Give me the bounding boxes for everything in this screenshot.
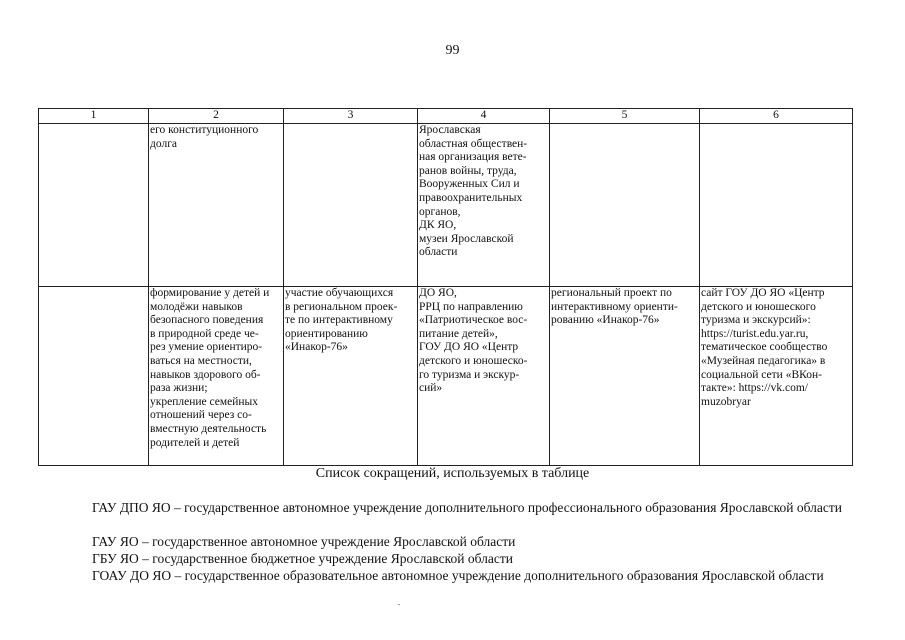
- column-header: 3: [284, 109, 418, 124]
- abbreviation-item: ГОАУ ДО ЯО – государственное образовательное автономное учреждение дополнительного образования Ярославской области: [92, 568, 824, 583]
- table-cell: [284, 124, 418, 287]
- table-cell: участие обучающихся в региональном проек- те по интерактивному ориентированию «Инакор-76»: [284, 287, 418, 466]
- column-header: 1: [39, 109, 149, 124]
- column-header: 6: [700, 109, 853, 124]
- data-table: [38, 108, 853, 466]
- table-cell: [39, 287, 149, 466]
- column-header: 2: [149, 109, 284, 124]
- table-cell: региональный проект по интерактивному ориенти- рованию «Инакор-76»: [550, 287, 700, 466]
- table-row: [39, 287, 853, 466]
- table-cell: Ярославская областная обществен- ная организация вете- ранов войны, труда, Вооруженных Сил и правоохранительных органов, ДК ЯО, музеи Ярославской области: [418, 124, 550, 287]
- table-cell: ДО ЯО, РРЦ по направлению «Патриотическое вос- питание детей», ГОУ ДО ЯО «Центр детского и юношеско- го туризма и экскур- сий»: [418, 287, 550, 466]
- scan-speck: [398, 604, 400, 605]
- table-cell: [550, 124, 700, 287]
- table-cell: формирование у детей и молодёжи навыков безопасного поведения в природной среде че- рез умение ориентиро- ваться на местности, навыков здорового об- раза жизни; укрепление семейных отношений через со- вместную деятельность родителей и детей: [149, 287, 284, 466]
- table-cell: его конституционного долга: [149, 124, 284, 287]
- table-cell: [700, 124, 853, 287]
- table-cell: сайт ГОУ ДО ЯО «Центр детского и юношеского туризма и экскурсий»: https://turist.edu.yar.ru, тематическое сообщество «Музейная педагогика» в социальной сети «ВКон- такте»: https://vk.com/ muzobryar: [700, 287, 853, 466]
- abbreviation-item: ГАУ ЯО – государственное автономное учреждение Ярославской области: [92, 534, 516, 549]
- abbreviation-item: ГАУ ДПО ЯО – государственное автономное учреждение дополнительного профессионального образования Ярославской области: [92, 500, 843, 515]
- table-cell: [39, 124, 149, 287]
- abbreviation-item: ГБУ ЯО – государственное бюджетное учреждение Ярославской области: [92, 551, 513, 566]
- column-header: 4: [418, 109, 550, 124]
- column-header: 5: [550, 109, 700, 124]
- page-number: 99: [445, 43, 460, 58]
- table-header-row: [39, 109, 853, 124]
- table-row: [39, 124, 853, 287]
- abbreviations-caption: Список сокращений, используемых в таблице: [315, 466, 590, 481]
